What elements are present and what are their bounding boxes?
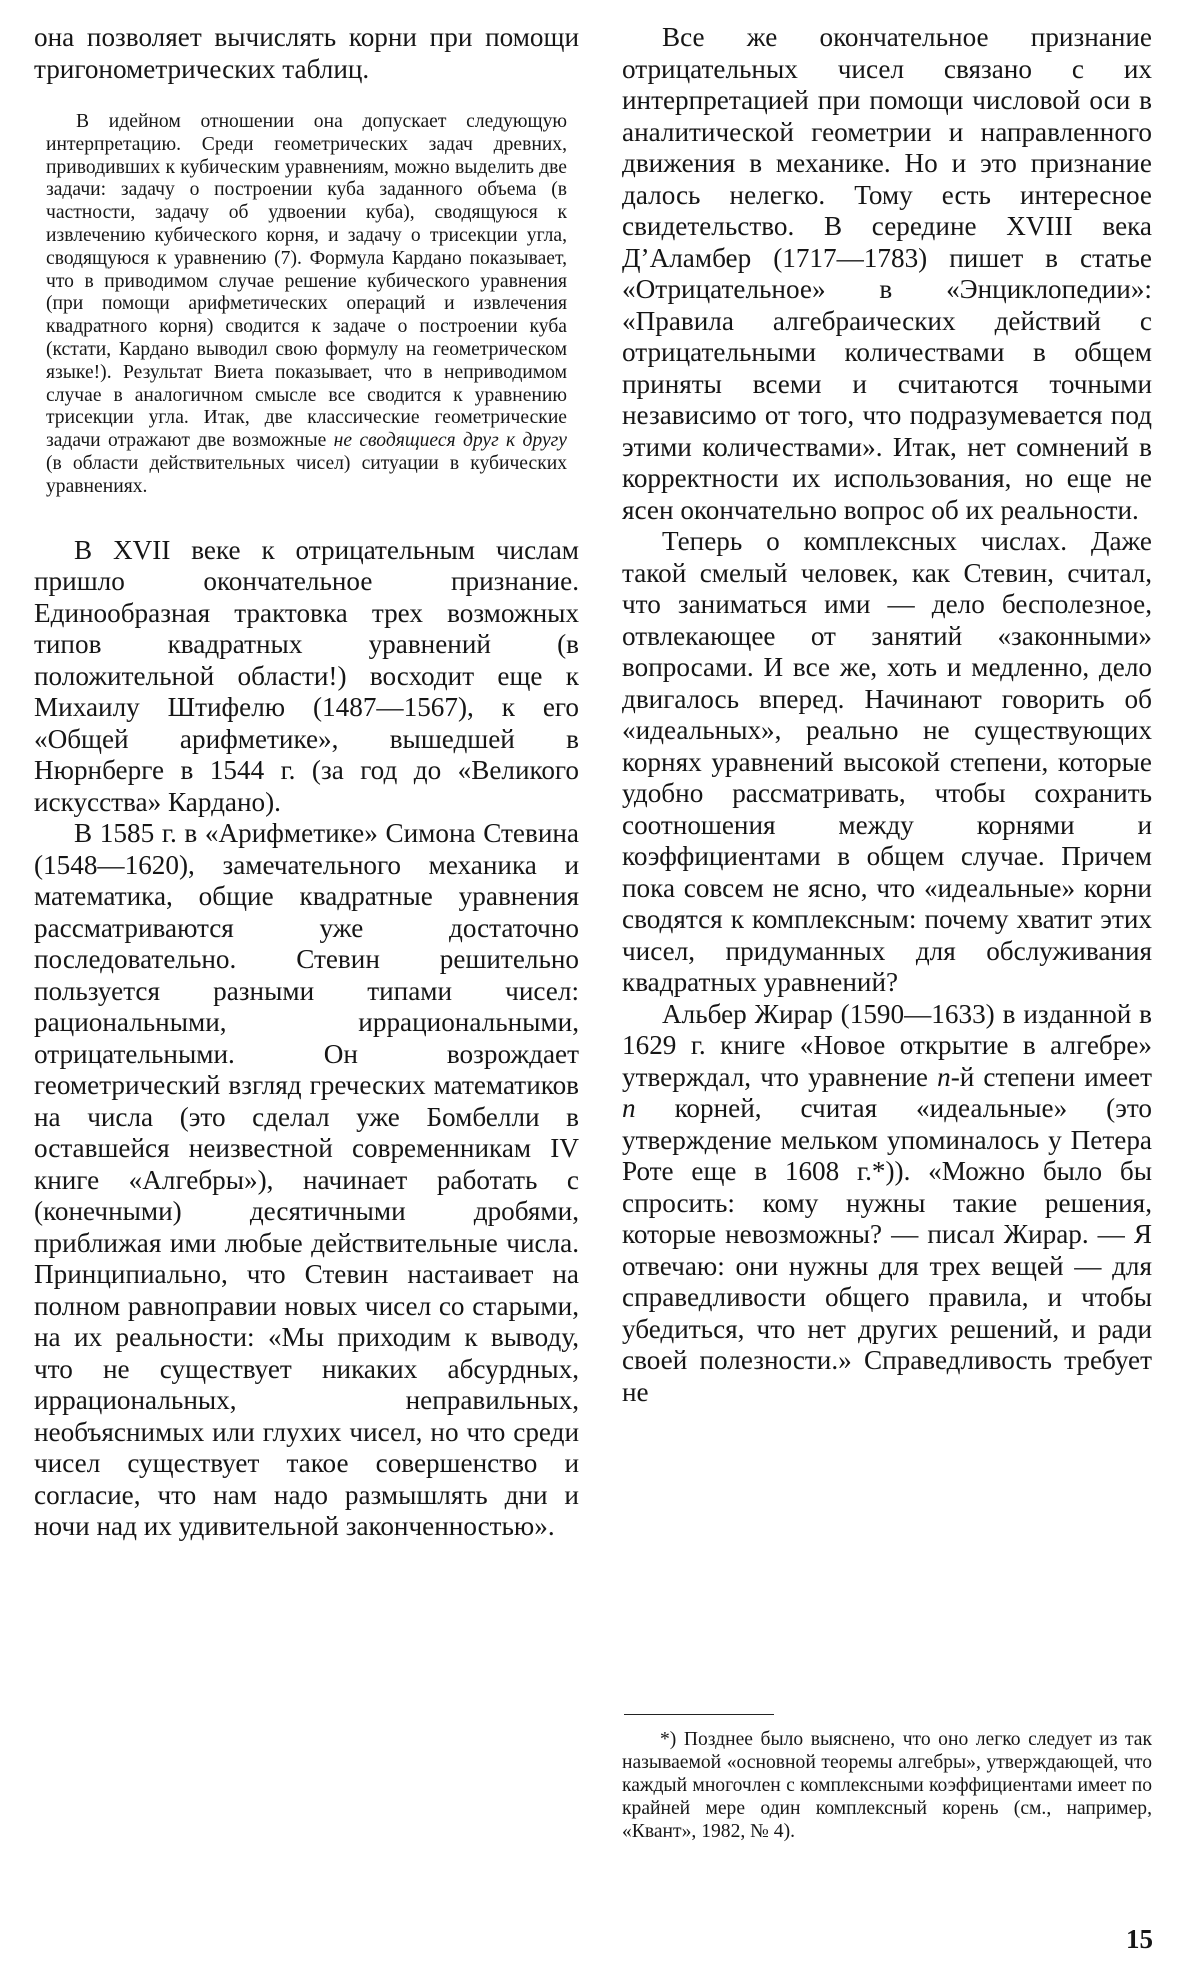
footnote-divider: [624, 1714, 774, 1715]
small-print-remark: [46, 111, 567, 499]
girard-text-c: корней, считая «идеальные» (это утверждение мельком упоминалось у Петера Роте еще в 1608 г.*)). «Можно было бы спросить: кому нужны такие решения, которые невозможны? — писал Жирар. — Я отвечаю: они нужны для трех вещей — для справедливости общего правила, и чтобы убедиться, что нет других решений, и ради своей полезности.» Справедливость требует не: [622, 1093, 1152, 1407]
footnote: *) Позднее было выяснено, что оно легко следует из так называемой «основной теоремы алгебры», утверждающей, что каждый многочлен с комплексными коэффициентами имеет по крайней мере один комплексный корень (см., например, «Квант», 1982, № 4).: [622, 1729, 1152, 1842]
paragraph-xvii-century: В XVII веке к отрицательным числам пришло окончательное признание. Единообразная трактовка трех возможных типов квадратных уравнений (в положительной области!) восходит еще к Михаилу Штифелю (1487—1567), к его «Общей арифметике», вышедшей в Нюрнберге в 1544 г. (за год до «Великого искусства» Кардано).: [34, 534, 579, 817]
girard-n-1: n: [937, 1061, 951, 1092]
remark-text-a: В идейном отношении она допускает следующую интерпретацию. Среди геометрических задач древних, приводивших к кубическим уравнениям, можно выделить две задачи: задачу о построении куба заданного объема (в частности, задачу об удвоении куба), сводящуюся к извлечению кубического корня, и задачу о трисекции угла, сводящуюся к уравнению (7). Формула Кардано показывает, что в приводимом случае решение кубического уравнения (при помощи арифметических операций и извлечения квадратного корня) сводится к задаче о построении куба (кстати, Кардано выводил свою формулу на геометрическом языке!). Результат Виета показывает, что в неприводимом случае в аналогичном смысле все сводится к уравнению трисекции угла. Итак, две классические геометрические задачи отражают две возможные: [46, 111, 567, 452]
paragraph-stevin: В 1585 г. в «Арифметике» Симона Стевина (1548—1620), замечательного механика и математика, общие квадратные уравнения рассматриваются уже достаточно последовательно. Стевин решительно пользуется разными типами чисел: рациональными, иррациональными, отрицательными. Он возрождает геометрический взгляд греческих математиков на числа (это сделал уже Бомбелли в оставшейся неизвестной современникам IV книге «Алгебры»), начинает работать с (конечными) десятичными дробями, приближая ими любые действительные числа. Принципиально, что Стевин настаивает на полном равноправии новых чисел со старыми, на их реальности: «Мы приходим к выводу, что не существует никаких абсурдных, иррациональных, неправильных, необъяснимых или глухих чисел, но что среди чисел существует такое совершенство и согласие, что нам надо размышлять дни и ночи над их удивительной законченностью».: [34, 818, 579, 1542]
right-column: [622, 22, 1152, 1408]
remark-emphasis: не сводящиеся друг к другу: [333, 430, 567, 452]
girard-n-2: n: [622, 1093, 636, 1123]
paragraph-dalembert: Все же окончательное признание отрицательных чисел связано с их интерпретацией при помощи числовой оси в аналитической геометрии и направленного движения в механике. Но и это признание далось нелегко. Тому есть интересное свидетельство. В середине XVIII века Д’Аламбер (1717—1783) пишет в статье «Отрицательное» в «Энциклопедии»: «Правила алгебраических действий с отрицательными количествами в общем приняты всеми и считаются точными независимо от того, что подразумевается под этими количествами». Итак, нет сомнений в корректности их использования, но еще не ясен окончательно вопрос об их реальности.: [622, 22, 1152, 525]
girard-text-a: Альбер Жирар (1590—1633) в изданной в 1629 г. книге «Новое открытие в алгебре» утверждал, что уравнение: [622, 998, 1152, 1092]
left-column: [34, 22, 579, 1543]
continued-paragraph: она позволяет вычислять корни при помощи тригонометрических таблиц.: [34, 22, 579, 84]
girard-text-b: -й степени имеет: [950, 1061, 1153, 1092]
paragraph-girard: [622, 999, 1152, 1409]
remark-text-b: (в области действительных чисел) ситуации в кубических уравнениях.: [46, 452, 567, 497]
page-number: 15: [1126, 1924, 1153, 1954]
paragraph-complex-numbers: Теперь о комплексных числах. Даже такой смелый человек, как Стевин, считал, что заниматься ими — дело бесполезное, отвлекающее от занятий «законными» вопросами. И все же, хоть и медленно, дело двигалось вперед. Начинают говорить об «идеальных», реально не существующих корнях уравнений высокой степени, которые удобно рассматривать, чтобы сохранить соотношения между корнями и коэффициентами в общем случае. Причем пока совсем не ясно, что «идеальные» корни сводятся к комплексным: почему хватит этих чисел, придуманных для обслуживания квадратных уравнений?: [622, 526, 1152, 997]
